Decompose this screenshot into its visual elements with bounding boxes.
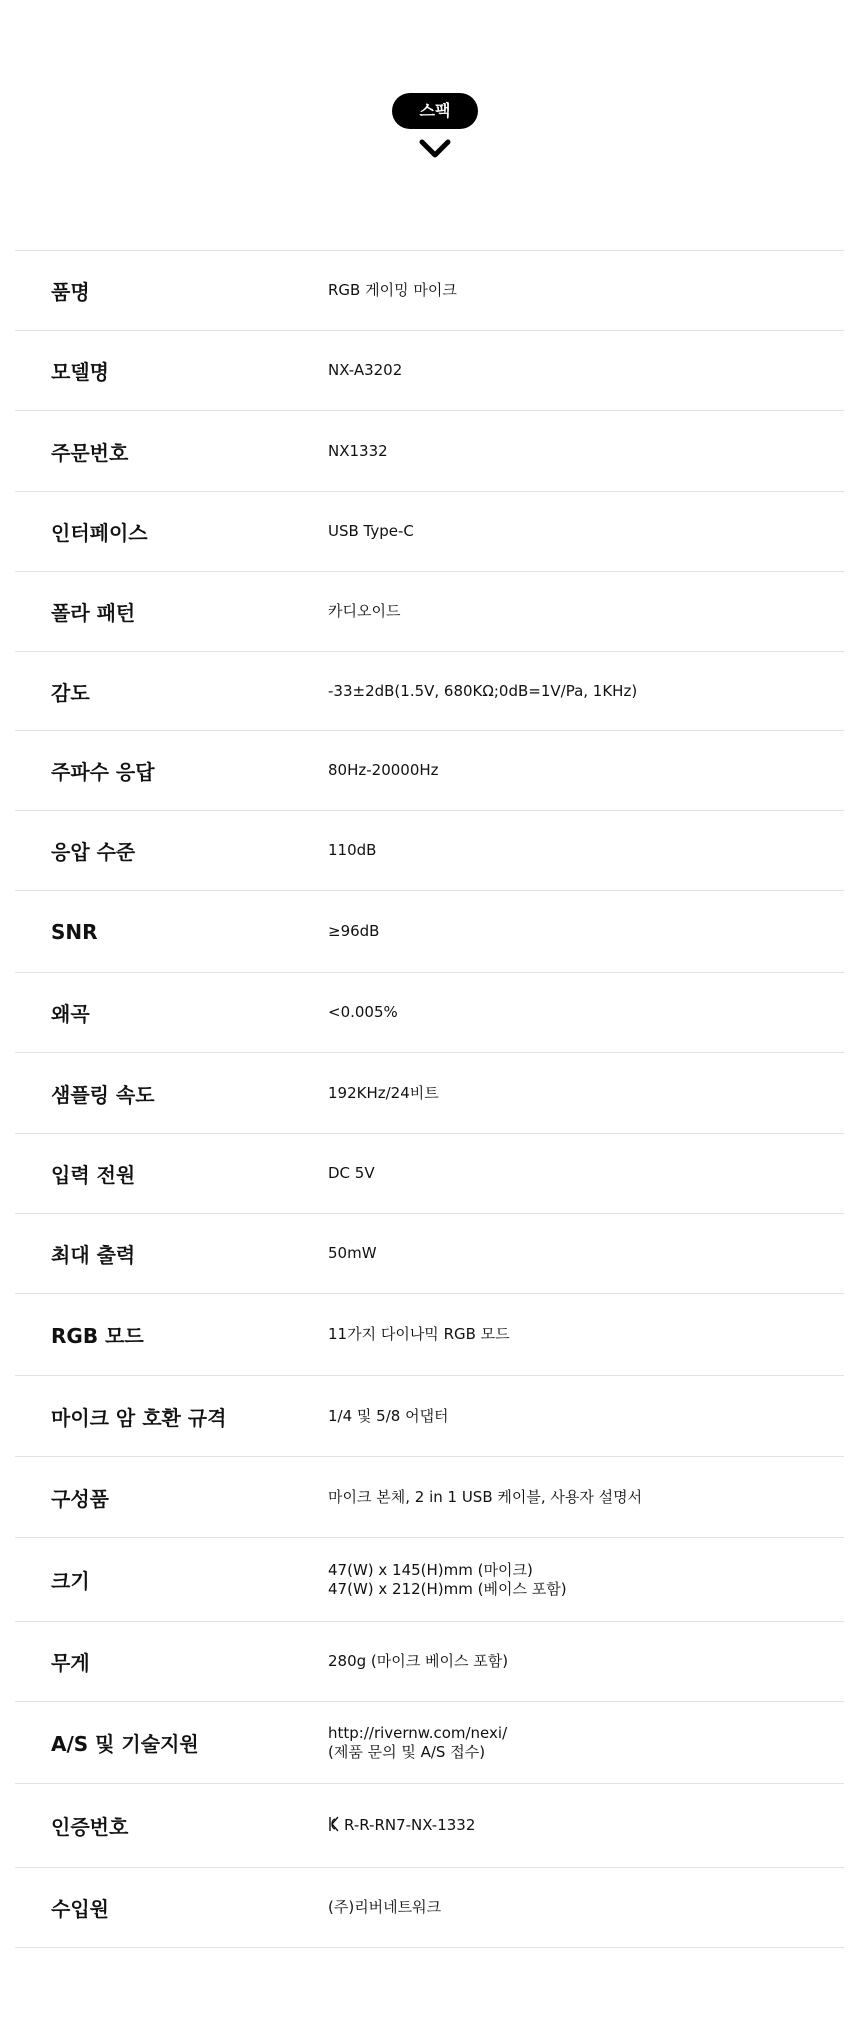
spec-row <box>15 1784 844 1868</box>
spec-row <box>15 572 844 652</box>
spec-value-text: 50mW <box>328 1244 377 1262</box>
spec-value-line <box>328 1003 844 1022</box>
spec-value-text: NX-A3202 <box>328 361 403 379</box>
spec-value <box>295 442 844 461</box>
spec-value <box>295 1898 844 1917</box>
spec-value <box>295 602 844 621</box>
spec-value <box>295 361 844 380</box>
spec-label: A/S 및 기술지원 <box>51 1732 199 1756</box>
spec-value-text: 192KHz/24비트 <box>328 1083 439 1102</box>
spec-value-line <box>328 1816 844 1835</box>
spec-value-text: http://rivernw.com/nexi/ <box>328 1723 508 1742</box>
spec-value-line <box>328 1580 844 1599</box>
spec-value-line <box>328 922 844 941</box>
spec-label: 품명 <box>51 280 90 304</box>
spec-value <box>295 761 844 780</box>
spec-value <box>295 522 844 541</box>
spec-label: 감도 <box>51 680 90 705</box>
spec-badge: 스팩 <box>392 93 478 129</box>
spec-value-line <box>328 1898 844 1917</box>
spec-label: 입력 전원 <box>51 1163 136 1187</box>
spec-value-text: DC 5V <box>328 1164 375 1182</box>
spec-label: 응압 수준 <box>51 840 136 864</box>
spec-label: SNR <box>51 919 98 944</box>
spec-value <box>295 1407 844 1426</box>
spec-value <box>295 1164 844 1183</box>
spec-value <box>295 841 844 860</box>
spec-value-line <box>328 602 844 621</box>
spec-value-line <box>328 1652 844 1671</box>
spec-value <box>295 1652 844 1671</box>
spec-row <box>15 1702 844 1784</box>
spec-label: 폴라 패턴 <box>51 601 136 625</box>
spec-value-line <box>328 1084 844 1103</box>
spec-row <box>15 251 844 331</box>
spec-value-text: 80Hz-20000Hz <box>328 761 439 779</box>
spec-row <box>15 1622 844 1702</box>
spec-row <box>15 1868 844 1948</box>
spec-label: 무게 <box>51 1651 90 1675</box>
spec-value <box>295 1003 844 1022</box>
spec-value <box>295 281 844 300</box>
spec-label: 왜곡 <box>51 1002 90 1026</box>
spec-row <box>15 1294 844 1376</box>
spec-row <box>15 1376 844 1457</box>
kc-mark-icon <box>328 1816 340 1832</box>
spec-value <box>295 1816 844 1835</box>
spec-value-text: 47(W) x 212(H)mm (베이스 포함) <box>328 1579 567 1598</box>
spec-row <box>15 1538 844 1622</box>
spec-value-text: -33±2dB(1.5V, 680KΩ;0dB=1V/Pa, 1KHz) <box>328 681 638 700</box>
spec-value-line <box>328 1325 844 1344</box>
spec-label: 샘플링 속도 <box>51 1082 155 1107</box>
spec-label: 인터페이스 <box>51 521 148 545</box>
spec-value-text: USB Type-C <box>328 522 414 540</box>
spec-value <box>295 1561 844 1599</box>
spec-label: 주파수 응답 <box>51 760 155 784</box>
spec-value-text: ≥96dB <box>328 922 380 940</box>
spec-row <box>15 652 844 731</box>
spec-label: 마이크 암 호환 규격 <box>51 1405 227 1430</box>
spec-value-line <box>328 1164 844 1183</box>
spec-value-text: 47(W) x 145(H)mm (마이크) <box>328 1560 533 1579</box>
spec-value-text: RGB 게이밍 마이크 <box>328 281 457 299</box>
spec-value <box>295 1084 844 1103</box>
spec-value-line <box>328 281 844 300</box>
spec-label: 모델명 <box>51 360 109 384</box>
spec-value-line <box>328 1244 844 1263</box>
spec-value-line <box>328 522 844 541</box>
spec-value <box>295 922 844 941</box>
spec-label: 크기 <box>51 1569 90 1593</box>
spec-label: 구성품 <box>51 1486 109 1511</box>
spec-label: 수입원 <box>51 1897 109 1921</box>
spec-row <box>15 411 844 492</box>
spec-row <box>15 891 844 973</box>
spec-value-line <box>328 1724 844 1743</box>
spec-value-text: 110dB <box>328 841 377 859</box>
spec-row <box>15 731 844 811</box>
spec-value-text: R-R-RN7-NX-1332 <box>344 1816 476 1834</box>
spec-row <box>15 1214 844 1294</box>
spec-value-line <box>328 361 844 380</box>
spec-value-line <box>328 682 844 701</box>
spec-value-text: 280g (마이크 베이스 포함) <box>328 1652 509 1670</box>
spec-value-text: 11가지 다이나믹 RGB 모드 <box>328 1325 510 1343</box>
spec-label: RGB 모드 <box>51 1324 144 1348</box>
spec-value-line <box>328 1561 844 1580</box>
spec-label: 주문번호 <box>51 440 129 465</box>
spec-label: 최대 출력 <box>51 1243 136 1267</box>
spec-value-text: <0.005% <box>328 1003 398 1021</box>
spec-value-text: NX1332 <box>328 441 388 460</box>
spec-row <box>15 1457 844 1538</box>
spec-value-text: (제품 문의 및 A/S 접수) <box>328 1742 486 1761</box>
spec-row <box>15 1134 844 1214</box>
spec-value-line <box>328 1743 844 1762</box>
spec-value-text: 마이크 본체, 2 in 1 USB 케이블, 사용자 설명서 <box>328 1487 643 1506</box>
spec-value <box>295 1724 844 1762</box>
spec-label: 인증번호 <box>51 1815 129 1839</box>
spec-value-line <box>328 1407 844 1426</box>
spec-value-line <box>328 841 844 860</box>
spec-row <box>15 811 844 891</box>
spec-value-text: 1/4 및 5/8 어댑터 <box>328 1406 449 1425</box>
spec-row <box>15 1053 844 1134</box>
spec-row <box>15 331 844 411</box>
spec-value <box>295 682 844 701</box>
spec-value <box>295 1325 844 1344</box>
spec-row <box>15 973 844 1053</box>
spec-value <box>295 1488 844 1507</box>
spec-value-line <box>328 1488 844 1507</box>
spec-table <box>15 250 844 1948</box>
spec-value-line <box>328 442 844 461</box>
spec-value <box>295 1244 844 1263</box>
chevron-down-icon <box>419 138 451 160</box>
spec-value-text: (주)리버네트워크 <box>328 1898 442 1916</box>
spec-row <box>15 492 844 572</box>
spec-value-line <box>328 761 844 780</box>
spec-value-text: 카디오이드 <box>328 602 401 620</box>
spec-header <box>0 0 860 250</box>
